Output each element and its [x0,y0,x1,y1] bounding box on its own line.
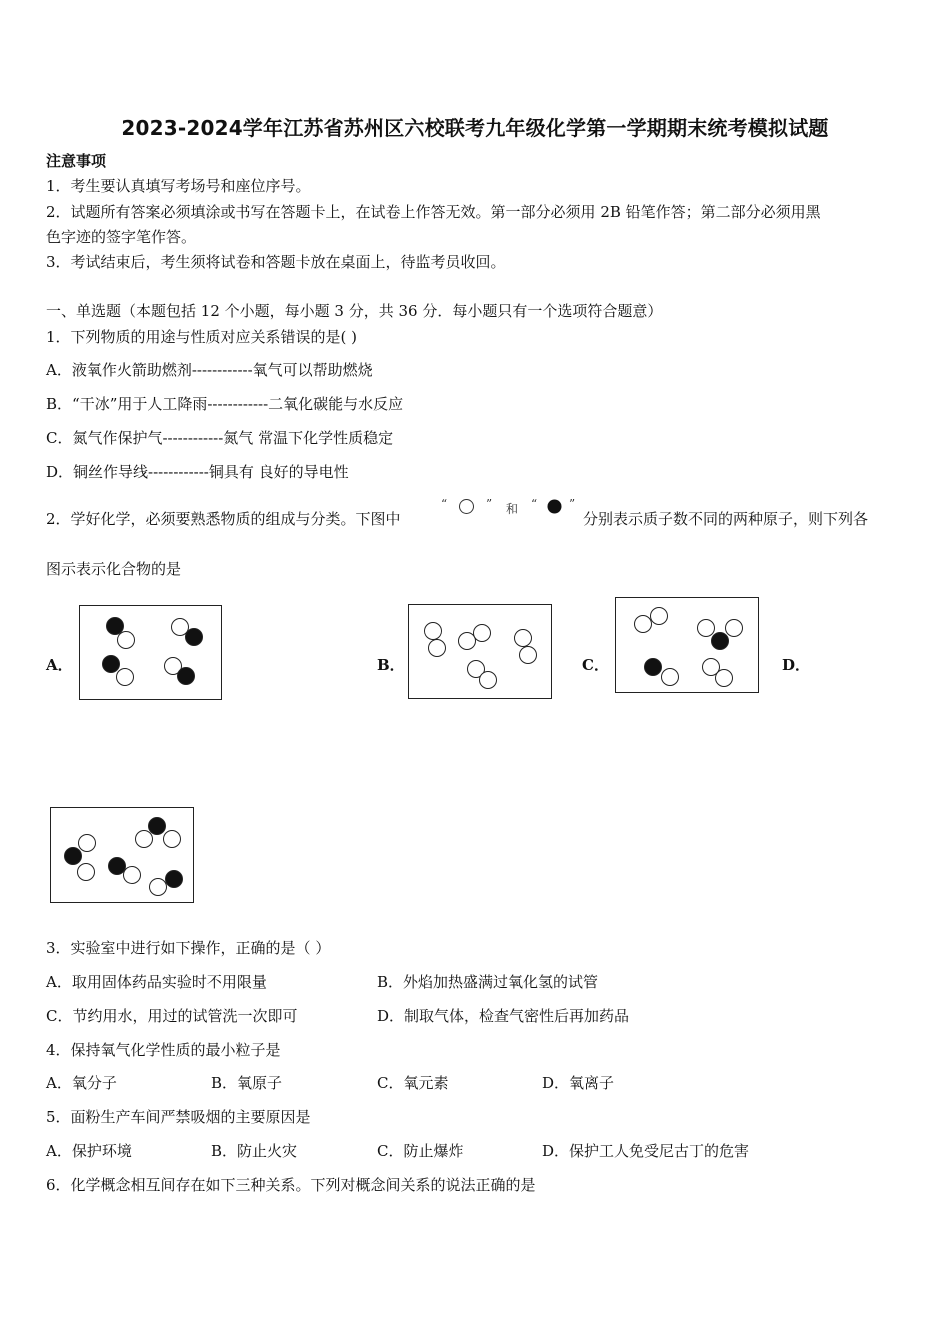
q3-option-d: D．制取气体，检查气密性后再加药品 [377,1007,630,1025]
q5-option-c: C．防止爆炸 [377,1142,464,1160]
q2-option-c-label: C． [582,656,609,674]
q4-option-d: D．氧离子 [542,1074,615,1092]
q3-option-b: B．外焰加热盛满过氧化氢的试管 [377,973,599,991]
q2-option-b-label: B． [377,656,405,674]
q2-option-d-label: D． [782,656,811,674]
q3-option-a: A．取用固体药品实验时不用限量 [46,973,267,991]
legend-quote: ” [486,497,493,511]
q1-option-d: D．铜丝作导线------------铜具有 良好的导电性 [46,463,349,481]
q1-option-c: C．氮气作保护气------------氮气 常温下化学性质稳定 [46,429,394,447]
q5-option-a: A．保护环境 [46,1142,132,1160]
diagram-c [615,597,759,693]
q4-stem: 4．保持氧气化学性质的最小粒子是 [46,1041,281,1059]
black-atom-icon [546,498,563,515]
legend-quote: “ [531,497,538,511]
diagram-a [79,605,222,700]
section-heading: 一、单选题（本题包括 12 个小题，每小题 3 分，共 36 分．每小题只有一个选项符合题意） [46,302,663,320]
q2-stem-after: 分别表示质子数不同的两种原子，则下列各 [583,510,869,528]
q4-option-c: C．氧元素 [377,1074,449,1092]
q2-stem: 2．学好化学，必须要熟悉物质的组成与分类。下图中 [46,510,401,528]
q2-option-a-label: A． [46,656,73,674]
diagram-b [408,604,552,699]
q6-stem: 6．化学概念相互间存在如下三种关系。下列对概念间关系的说法正确的是 [46,1176,536,1194]
q5-option-b: B．防止火灾 [211,1142,298,1160]
white-atom-icon [458,498,475,515]
molecule [103,618,203,686]
q2-stem-line2: 图示表示化合物的是 [46,560,182,578]
q1-option-b: B．“干冰”用于人工降雨------------二氧化碳能与水反应 [46,395,404,413]
q3-stem: 3．实验室中进行如下操作，正确的是（ ） [46,939,331,957]
notice-item-2: 2．试题所有答案必须填涂或书写在答题卡上，在试卷上作答无效。第一部分必须用 2B 铅笔作答；第二部分必须用黑 [46,203,821,221]
notice-heading: 注意事项 [46,152,107,170]
q4-option-a: A．氧分子 [46,1074,117,1092]
q1-stem: 1．下列物质的用途与性质对应关系错误的是( ) [46,328,358,346]
notice-item-2-cont: 色字迹的签字笔作答。 [46,228,197,246]
page-title: 2023-2024学年江苏省苏州区六校联考九年级化学第一学期期末统考模拟试题 [121,116,829,140]
legend-quote: ” [569,497,576,511]
q4-option-b: B．氧原子 [211,1074,283,1092]
notice-item-1: 1．考生要认真填写考场号和座位序号。 [46,177,311,195]
legend-quote: “ [441,497,448,511]
notice-item-3: 3．考试结束后，考生须将试卷和答题卡放在桌面上，待监考员收回。 [46,253,506,271]
diagram-d [50,807,194,903]
q5-stem: 5．面粉生产车间严禁吸烟的主要原因是 [46,1108,311,1126]
q5-option-d: D．保护工人免受尼古丁的危害 [542,1142,750,1160]
q1-option-a: A．液氧作火箭助燃剂------------氧气可以帮助燃烧 [46,361,373,379]
q3-option-c: C．节约用水，用过的试管洗一次即可 [46,1007,298,1025]
legend-and: 和 [506,502,519,516]
